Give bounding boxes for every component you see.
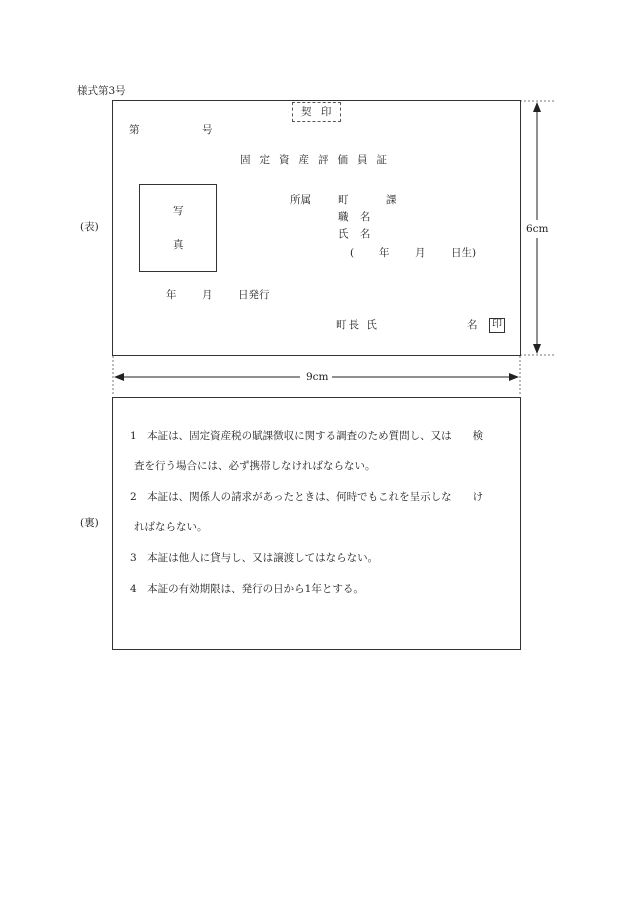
name-label: 氏 名 [338, 228, 375, 240]
card-title: 固定資産評価員証 [240, 154, 396, 166]
mayor-label: 町長 氏 [336, 319, 379, 331]
stamp-mark: 印 [489, 318, 505, 333]
section-label: 課 [386, 194, 397, 206]
back-side-label: (裏) [80, 517, 99, 529]
birth-day: 日生) [451, 247, 477, 259]
photo-label-1: 写 [173, 205, 184, 217]
issue-day: 日発行 [238, 289, 270, 301]
number-suffix: 号 [202, 124, 213, 136]
photo-label-2: 真 [173, 239, 184, 251]
photo-box [139, 184, 217, 272]
back-line-6: 4 本証の有効期限は、発行の日から1年とする。 [130, 583, 364, 595]
back-line-4: ればならない。 [134, 521, 208, 533]
back-line-5: 3 本証は他人に貸与し、又は譲渡してはならない。 [130, 552, 379, 564]
form-number: 様式第3号 [77, 85, 126, 97]
town-label: 町 [338, 194, 349, 206]
back-line-2: 査を行う場合には、必ず携帯しなければならない。 [134, 460, 376, 472]
birth-open: ( [350, 247, 355, 259]
back-line-3: 2 本証は、関係人の請求があったときは、何時でもこれを呈示しな け [130, 491, 484, 503]
front-side-label: (表) [80, 221, 99, 233]
seal-label: 契 印 [301, 106, 335, 118]
affiliation-label: 所属 [290, 194, 311, 206]
height-dimension-label: 6cm [526, 223, 549, 235]
mayor-name-suffix: 名 [467, 319, 478, 331]
position-label: 職 名 [338, 211, 375, 223]
width-dimension-label: 9cm [306, 371, 329, 383]
birth-month: 月 [415, 247, 426, 259]
birth-year: 年 [379, 247, 390, 259]
number-prefix: 第 [129, 124, 140, 136]
issue-year: 年 [166, 289, 177, 301]
issue-month: 月 [202, 289, 213, 301]
back-line-1: 1 本証は、固定資産税の賦課徴収に関する調査のため質問し、又は 検 [130, 430, 484, 442]
